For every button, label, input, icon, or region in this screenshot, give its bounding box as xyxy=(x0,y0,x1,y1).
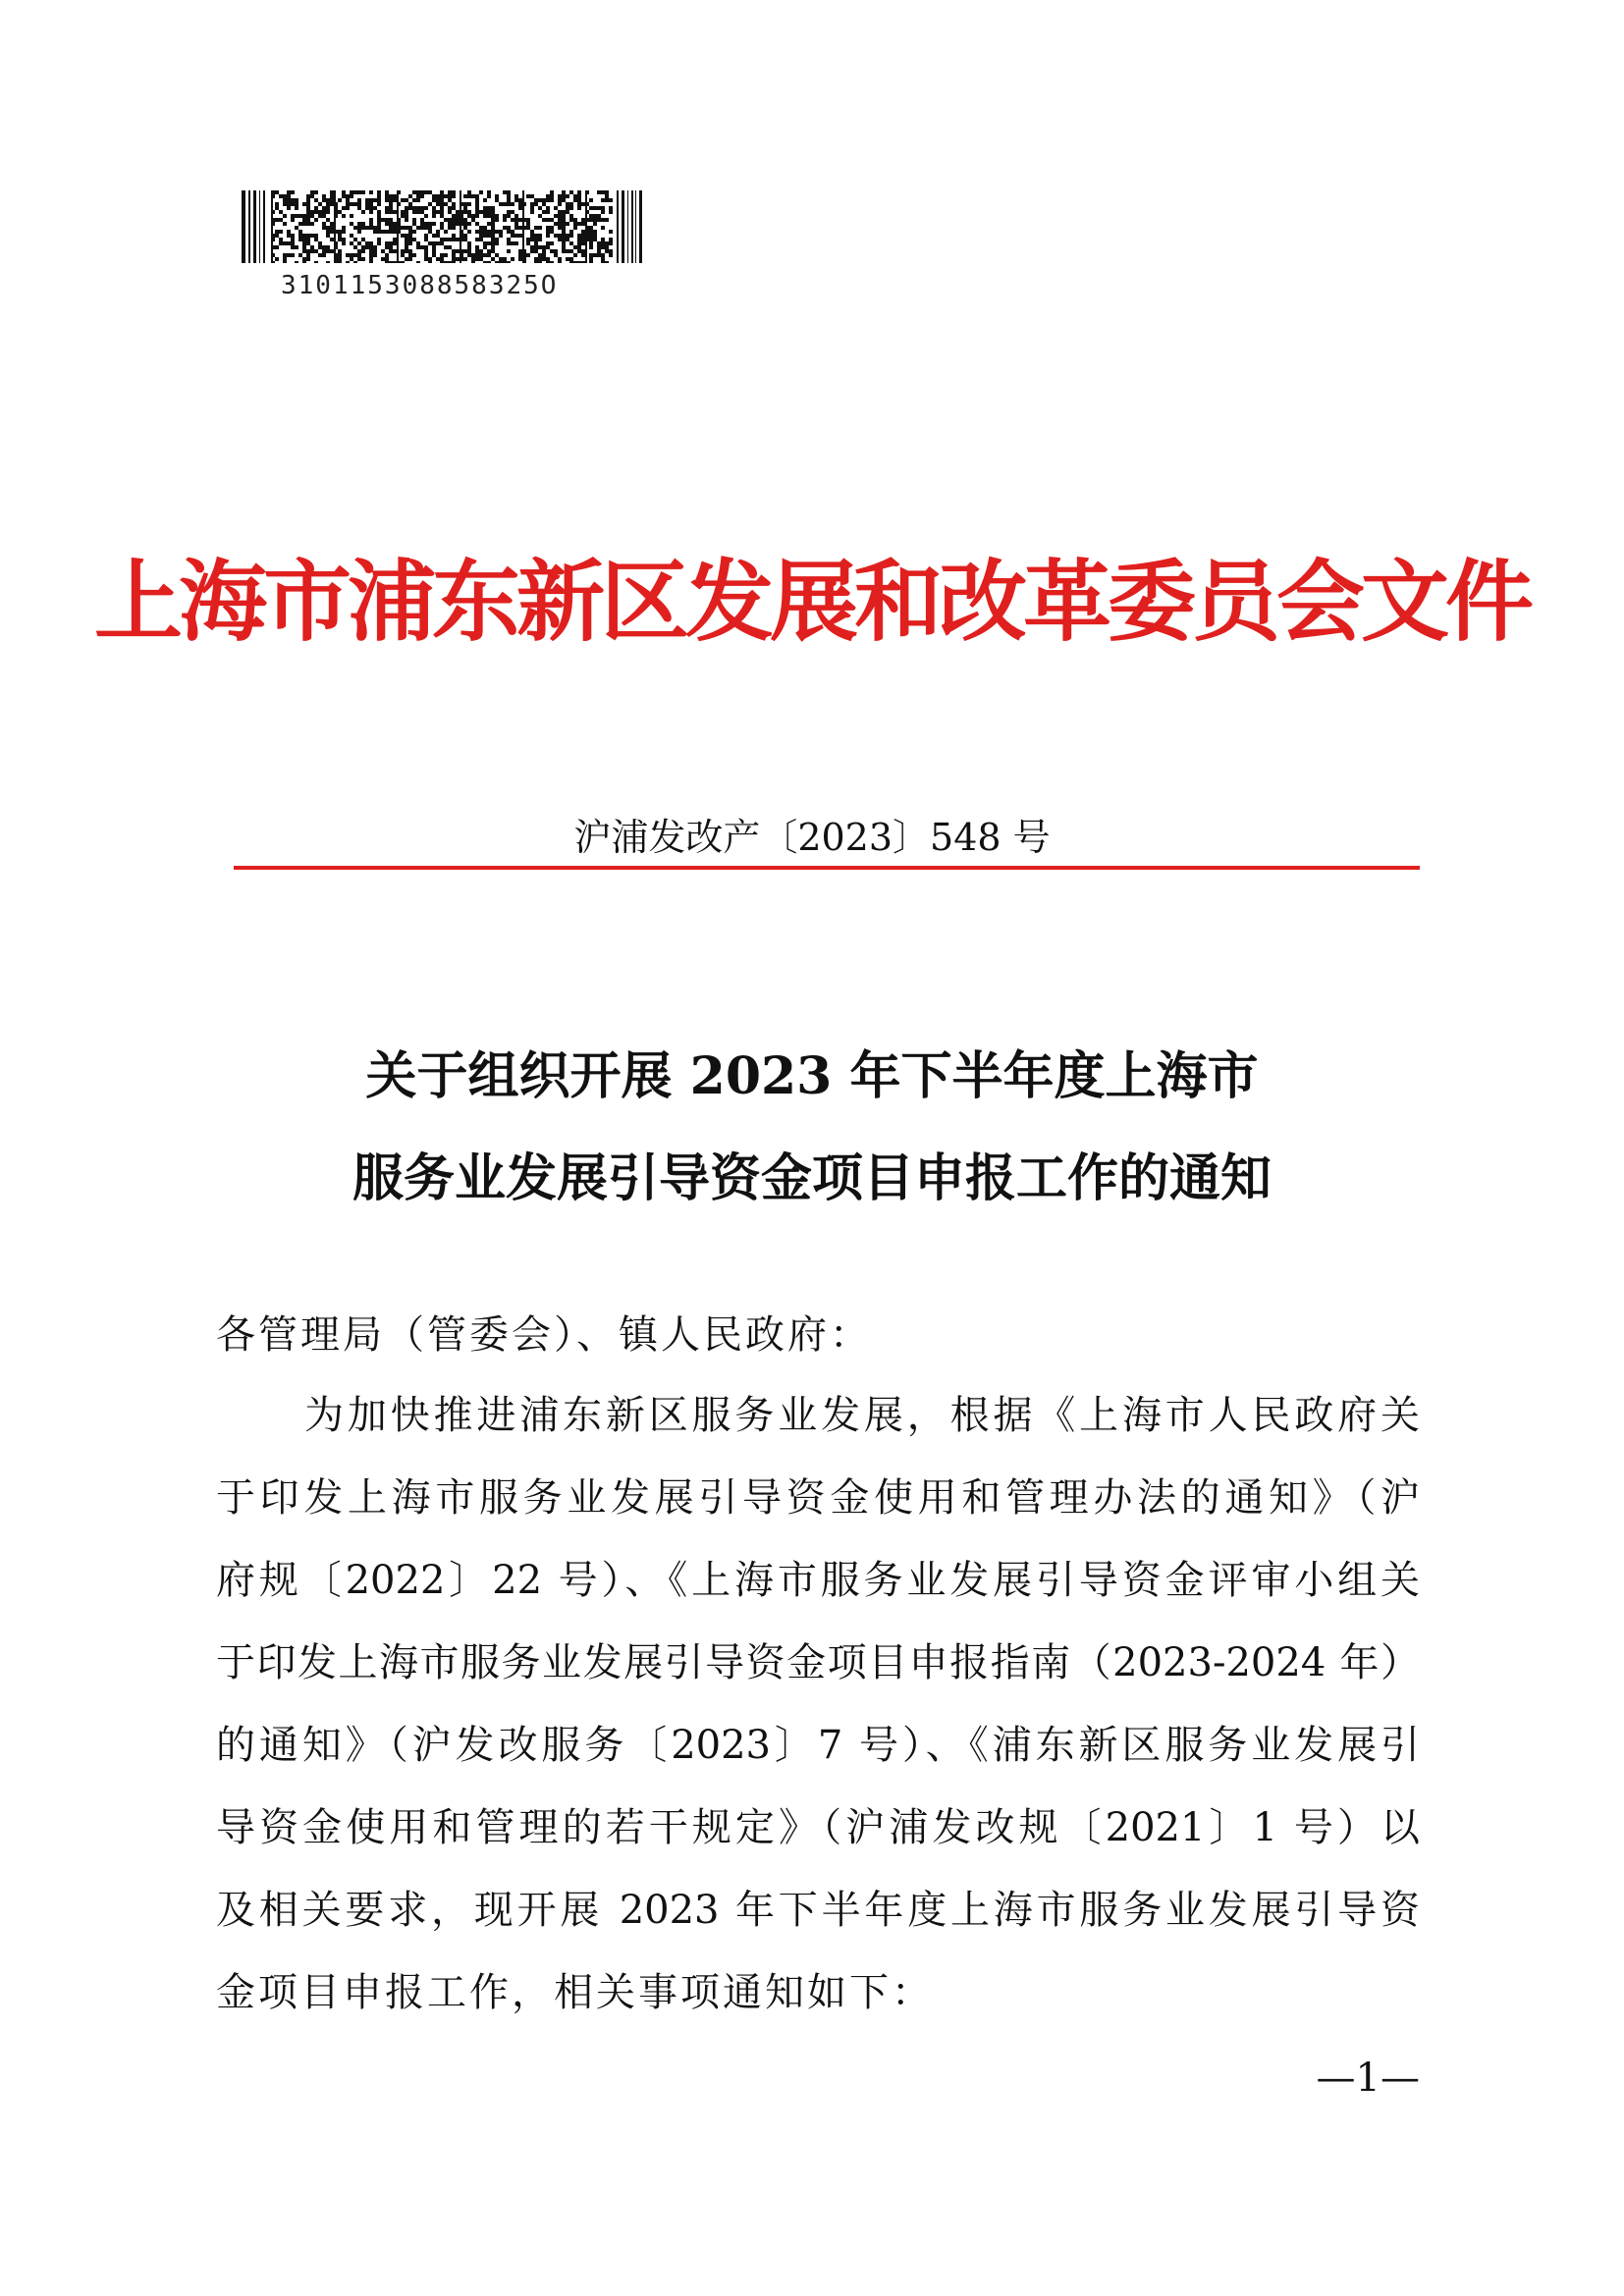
body-line: 的通知》（沪发改服务〔2023〕7 号）、《浦东新区服务业发展引 xyxy=(216,1723,1420,1768)
barcode-number: 310115308858325O xyxy=(281,271,559,300)
notice-title-line-1: 关于组织开展 2023 年下半年度上海市 xyxy=(365,1046,1259,1106)
body-line: 于印发上海市服务业发展引导资金项目申报指南（2023-2024 年） xyxy=(216,1640,1420,1685)
body-line: 于印发上海市服务业发展引导资金使用和管理办法的通知》（沪 xyxy=(216,1475,1420,1521)
barcode-image xyxy=(242,190,644,263)
body-line: 及相关要求，现开展 2023 年下半年度上海市服务业发展引导资 xyxy=(216,1888,1420,1933)
page-number: —1— xyxy=(1316,2056,1420,2101)
salutation: 各管理局（管委会）、镇人民政府： xyxy=(216,1312,872,1358)
body-line: 为加快推进浦东新区服务业发展，根据《上海市人民政府关 xyxy=(304,1393,1420,1438)
red-divider-rule xyxy=(234,866,1420,870)
notice-title-line-2: 服务业发展引导资金项目申报工作的通知 xyxy=(352,1148,1272,1208)
body-line: 府规〔2022〕22 号）、《上海市服务业发展引导资金评审小组关 xyxy=(216,1558,1420,1603)
issuer-header-title: 上海市浦东新区发展和改革委员会文件 xyxy=(94,550,1530,654)
body-line: 金项目申报工作，相关事项通知如下： xyxy=(216,1970,934,2015)
body-line: 导资金使用和管理的若干规定》（沪浦发改规〔2021〕1 号）以 xyxy=(216,1805,1420,1850)
document-number: 沪浦发改产〔2023〕548 号 xyxy=(573,816,1051,859)
